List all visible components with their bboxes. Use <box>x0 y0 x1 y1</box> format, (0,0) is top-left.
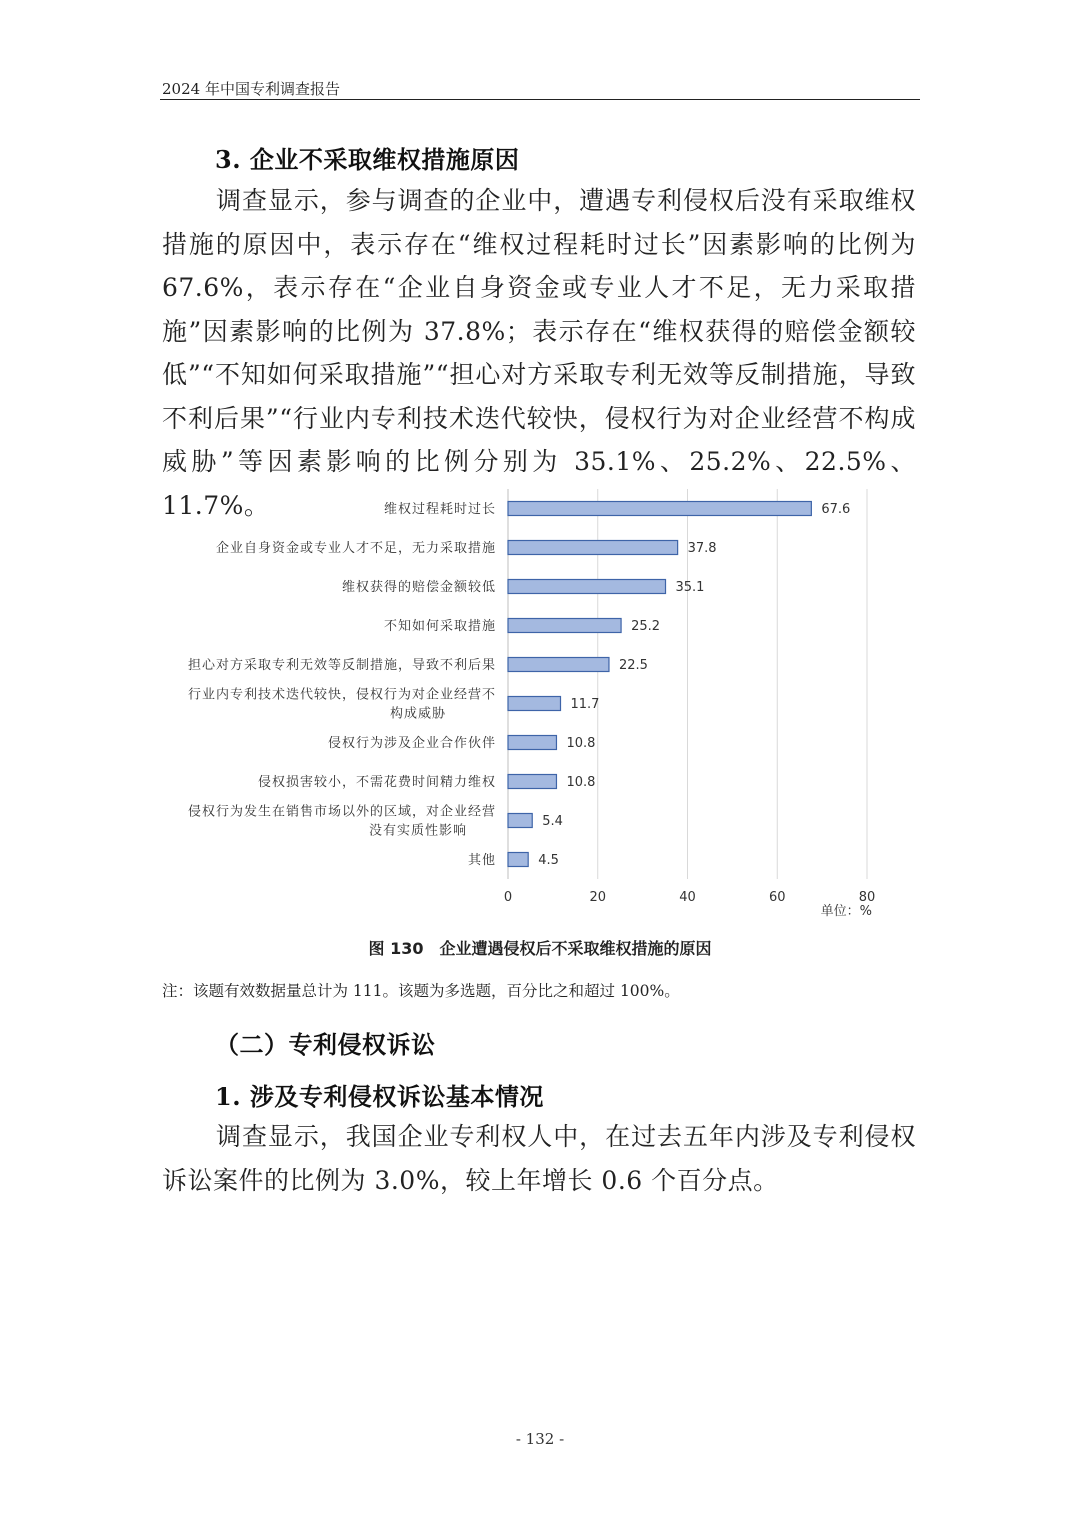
section-heading-reasons: 3. 企业不采取维权措施原因 <box>215 145 520 174</box>
unit-label: 单位：% <box>820 904 872 919</box>
subsection-paragraph-litigation: 调查显示，我国企业专利权人中，在过去五年内涉及专利侵权诉讼案件的比例为 3.0%，较上年增长 0.6 个百分点。 <box>162 1122 916 1195</box>
x-tick-label: 0 <box>503 890 513 905</box>
category-label: 侵权损害较小，不需花费时间精力维权 <box>257 775 496 790</box>
data-label: 37.8 <box>687 541 717 556</box>
bar <box>508 736 556 750</box>
bar <box>508 697 561 711</box>
category-label: 构成威胁 <box>389 706 447 722</box>
data-label: 11.7 <box>570 697 600 712</box>
category-label: 维权过程耗时过长 <box>383 502 496 517</box>
category-label: 侵权行为涉及企业合作伙伴 <box>327 736 496 751</box>
category-label: 维权获得的赔偿金额较低 <box>341 580 496 595</box>
bar <box>508 580 666 594</box>
bar <box>508 619 621 633</box>
section-paragraph-reasons: 调查显示，参与调查的企业中，遭遇专利侵权后没有采取维权措施的原因中，表示存在“维权过程耗时过长”因素影响的比例为 67.6%，表示存在“企业自身资金或专业人才不足，无力采取措施”因素影响的比例为 37.8%；表示存在“维权获得的赔偿金额较低”“不知如何采取措施”“担心对方采取专利无效等反制措施，导致不利后果”“行业内专利技术迭代较快，侵权行为对企业经营不构成威胁”等因素影响的比例分别为 35.1%、25.2%、22.5%、11.7%。 <box>162 186 916 520</box>
x-tick-label: 80 <box>858 890 876 905</box>
category-label: 没有实质性影响 <box>368 823 468 839</box>
data-label: 10.8 <box>566 775 596 790</box>
bar-chart <box>160 482 900 922</box>
figure-caption: 图 130 企业遭遇侵权后不采取维权措施的原因 <box>368 939 712 958</box>
page-header-title: 2024 年中国专利调查报告 <box>162 80 340 98</box>
data-label: 25.2 <box>631 619 661 634</box>
subsection-heading-litigation-basics: 1. 涉及专利侵权诉讼基本情况 <box>215 1082 544 1111</box>
category-label: 企业自身资金或专业人才不足，无力采取措施 <box>215 541 496 556</box>
bar <box>508 814 532 828</box>
x-tick-label: 60 <box>768 890 786 905</box>
x-tick-label: 40 <box>679 890 696 905</box>
category-label: 担心对方采取专利无效等反制措施，导致不利后果 <box>187 658 496 673</box>
figure-note: 注：该题有效数据量总计为 111。该题为多选题，百分比之和超过 100%。 <box>162 982 680 1000</box>
data-label: 67.6 <box>821 502 851 517</box>
data-label: 4.5 <box>538 853 559 868</box>
section-heading-litigation: （二）专利侵权诉讼 <box>215 1030 436 1059</box>
category-label: 侵权行为发生在销售市场以外的区域，对企业经营 <box>187 804 496 820</box>
data-label: 5.4 <box>542 814 563 829</box>
bar <box>508 853 528 867</box>
data-label: 22.5 <box>618 658 648 673</box>
category-label: 不知如何采取措施 <box>383 619 496 634</box>
bar <box>508 502 811 516</box>
bar <box>508 541 678 555</box>
x-tick-label: 20 <box>589 890 607 905</box>
bar <box>508 775 556 789</box>
category-label: 其他 <box>467 853 496 868</box>
data-label: 35.1 <box>675 580 705 595</box>
bar <box>508 658 609 672</box>
data-label: 10.8 <box>566 736 596 751</box>
category-label: 行业内专利技术迭代较快，侵权行为对企业经营不 <box>187 687 496 703</box>
page-number: - 132 - <box>515 1430 565 1448</box>
header-divider <box>160 99 920 100</box>
